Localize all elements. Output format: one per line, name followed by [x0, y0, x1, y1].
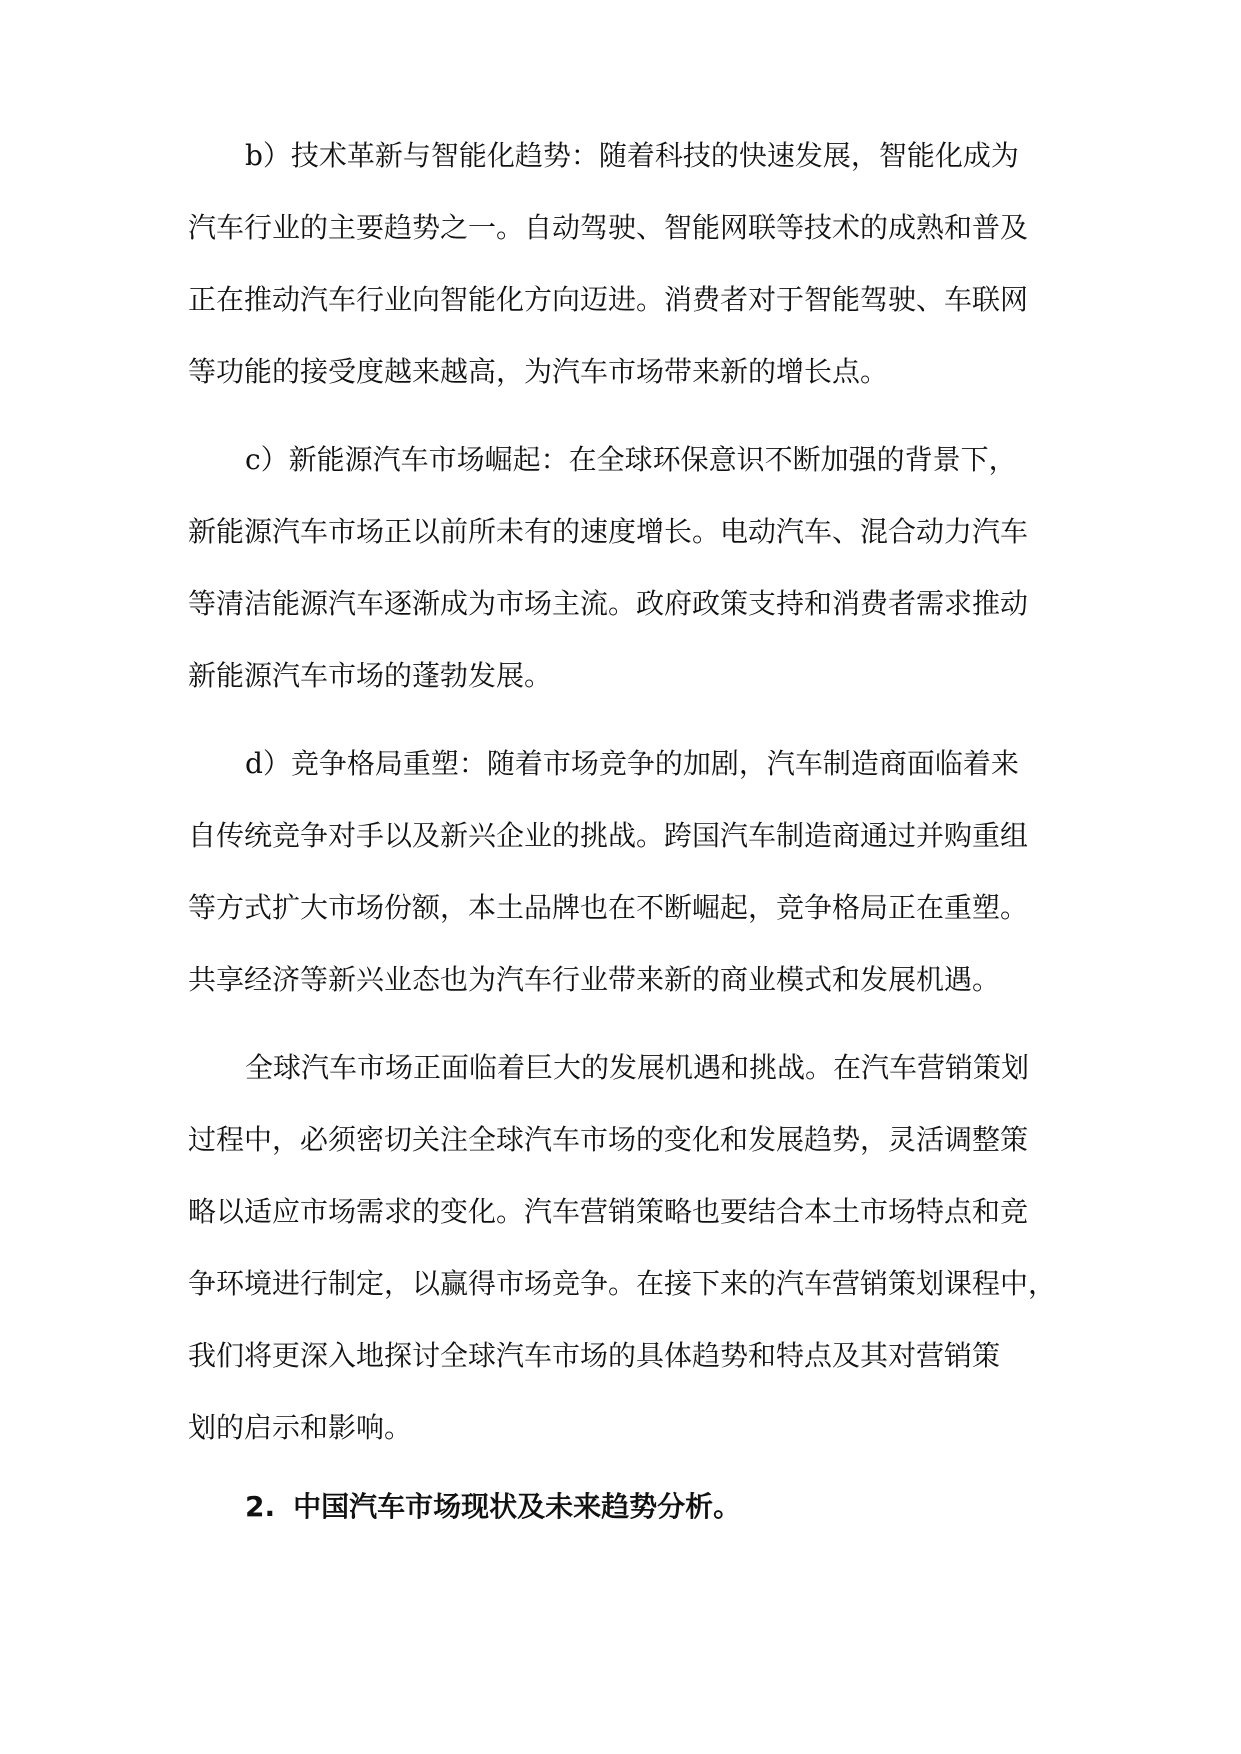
section-heading [245, 1487, 741, 1527]
paragraph-c-line-2: 新能源汽车市场正以前所未有的速度增长。电动汽车、混合动力汽车 [188, 515, 1029, 548]
summary-line-5: 我们将更深入地探讨全球汽车市场的具体趋势和特点及其对营销策 [188, 1339, 1001, 1372]
paragraph-c-line-3: 等清洁能源汽车逐渐成为市场主流。政府政策支持和消费者需求推动 [188, 587, 1029, 620]
summary-line-4: 争环境进行制定，以赢得市场竞争。在接下来的汽车营销策划课程中， [188, 1267, 1057, 1300]
paragraph-b-line-3: 正在推动汽车行业向智能化方向迈进。消费者对于智能驾驶、车联网 [188, 283, 1029, 316]
summary-line-6: 划的启示和影响。 [188, 1411, 413, 1444]
section-number: 2. [245, 1490, 276, 1523]
paragraph-c-line-1: c）新能源汽车市场崛起：在全球环保意识不断加强的背景下， [245, 443, 1017, 476]
paragraph-b-line-2: 汽车行业的主要趋势之一。自动驾驶、智能网联等技术的成熟和普及 [188, 211, 1029, 244]
summary-line-3: 略以适应市场需求的变化。汽车营销策略也要结合本土市场特点和竞 [188, 1195, 1029, 1228]
section-title: 中国汽车市场现状及未来趋势分析。 [293, 1490, 742, 1523]
paragraph-d-line-4: 共享经济等新兴业态也为汽车行业带来新的商业模式和发展机遇。 [188, 963, 1001, 996]
paragraph-d-line-1: d）竞争格局重塑：随着市场竞争的加剧，汽车制造商面临着来 [245, 747, 1019, 780]
paragraph-b-line-1: b）技术革新与智能化趋势：随着科技的快速发展，智能化成为 [245, 139, 1019, 172]
paragraph-c-line-4: 新能源汽车市场的蓬勃发展。 [188, 659, 553, 692]
summary-line-2: 过程中，必须密切关注全球汽车市场的变化和发展趋势，灵活调整策 [188, 1123, 1029, 1156]
summary-line-1: 全球汽车市场正面临着巨大的发展机遇和挑战。在汽车营销策划 [245, 1051, 1030, 1084]
paragraph-b-line-4: 等功能的接受度越来越高，为汽车市场带来新的增长点。 [188, 355, 889, 388]
paragraph-d-line-2: 自传统竞争对手以及新兴企业的挑战。跨国汽车制造商通过并购重组 [188, 819, 1029, 852]
paragraph-d-line-3: 等方式扩大市场份额，本土品牌也在不断崛起，竞争格局正在重塑。 [188, 891, 1029, 924]
